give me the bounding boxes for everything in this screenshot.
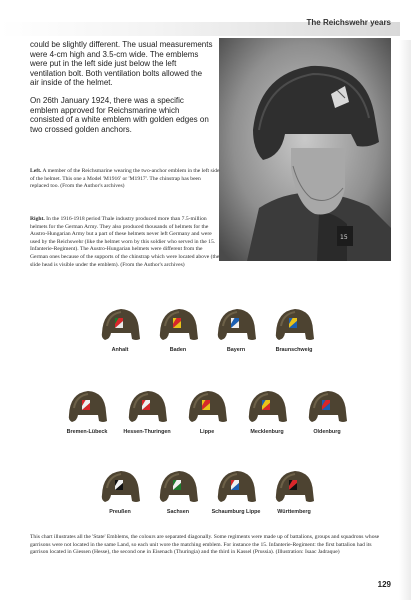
helmet-emblem-item [157, 306, 199, 344]
helmet-emblem-item [273, 306, 315, 344]
helmet-label: Preußen [109, 509, 131, 515]
helmet-icon [99, 468, 141, 506]
helmet-emblem-item [215, 468, 257, 506]
helmet-label: Bayern [226, 347, 246, 353]
helmet-label: Mecklenburg [250, 429, 284, 435]
helmet-icon [273, 468, 315, 506]
helmet-icon [186, 388, 228, 426]
soldier-portrait-illustration [219, 38, 391, 261]
helmet-label: Braunschweig [275, 347, 313, 353]
helmet-label: Baden [169, 347, 187, 353]
helmet-label: Hessen-Thuringen [123, 429, 171, 435]
caption-left [30, 168, 220, 191]
helmet-icon [99, 306, 141, 344]
page-edge-shade [399, 0, 411, 600]
helmet-label: Württemberg [277, 509, 311, 515]
running-header-title: The Reichswehr years [306, 18, 391, 27]
helmet-label: Bremen-Lübeck [66, 429, 108, 435]
helmet-emblem-item [157, 468, 199, 506]
svg-text:15: 15 [340, 234, 348, 241]
caption-bottom: This chart illustrates all the 'State' Emblems, the colours are separated diagonally. Some regiments were made up of battalions, groups and squadrons whose garrisons were not located in the same Land, so each unit wore the matching emblem. For instance the 15. Infanterie-Regiment: the first battalion had its garrison located in Giessen (Hesse), the second one in Eisenach (Thuringia) and the third in Kassel (Prussia). (Illustration: Isaac Jadraque) [30, 534, 380, 556]
helmet-emblem-item [273, 468, 315, 506]
helmet-emblem-item [66, 388, 108, 426]
state-emblems-chart [32, 296, 382, 528]
page-number: 129 [377, 580, 391, 589]
helmet-icon [126, 388, 168, 426]
helmet-label: Anhalt [111, 347, 129, 353]
intro-paragraph-2: On 26th January 1924, there was a specific emblem approved for Reichsmarine which consisted of a white emblem with golden edges on two crossed golden anchors. [30, 96, 209, 134]
helmet-icon [306, 388, 348, 426]
helmet-label: Lippe [199, 429, 215, 435]
caption-left-text: A member of the Reichsmarine wearing the two-anchor emblem in the left side of the helmet. This one a Model 'M1916' or 'M1917'. The chinstrap has been replaced too. (From the Author's archives) [30, 168, 220, 190]
intro-paragraph-1: could be slightly different. The usual measurements were 4-cm high and 3.5-cm wide. The emblems were put in the left side just below the left ventilation bolt. Both ventilation bolts allowed the air inside of the helmet. [30, 40, 213, 88]
caption-right-text: In the 1916-1918 period Thale industry produced more than 7.5-million helmets for the German Army. They also produced thousands of helmets for the Austro-Hungarian Army but a part of these helmets never left Germany and were used by the Reichswehr (like the helmet worn by this soldier who served in the 15. Infanterie-Regiment). The Austro-Hungarian helmets were different from the German ones because of the supports of the chinstrap which were located above (the slide head is visible under the emblem). (From the Author's archives) [30, 216, 220, 268]
helmet-label: Sachsen [166, 509, 190, 515]
helmet-label: Schaumburg Lippe [211, 509, 261, 515]
helmet-icon [157, 306, 199, 344]
helmet-icon [215, 468, 257, 506]
helmet-icon [273, 306, 315, 344]
helmet-emblem-item [99, 306, 141, 344]
helmet-icon [215, 306, 257, 344]
helmet-emblem-item [215, 306, 257, 344]
caption-right-title: Right. [30, 216, 45, 222]
caption-right [30, 216, 220, 269]
helmet-icon [66, 388, 108, 426]
helmet-emblem-item [306, 388, 348, 426]
caption-left-title: Left. [30, 168, 42, 174]
helmet-emblem-item [99, 468, 141, 506]
helmet-icon [157, 468, 199, 506]
helmet-emblem-item [186, 388, 228, 426]
helmet-emblem-item [126, 388, 168, 426]
soldier-portrait-photo [219, 38, 391, 261]
helmet-emblem-item [246, 388, 288, 426]
page-header [0, 0, 411, 40]
helmet-icon [246, 388, 288, 426]
helmet-label: Oldenburg [313, 429, 341, 435]
